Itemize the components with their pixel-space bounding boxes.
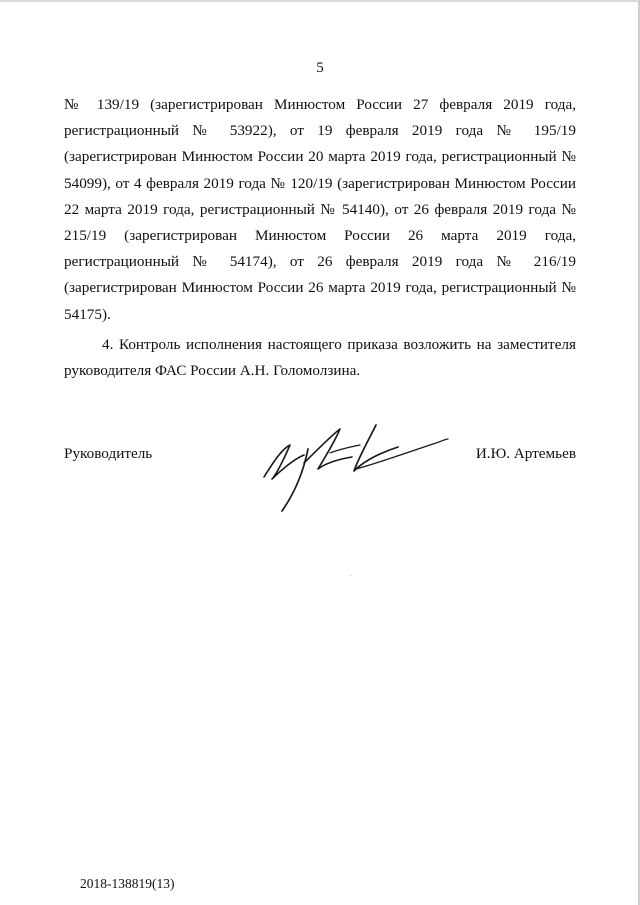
signature-block [64,445,576,515]
paragraph-continuation: № 139/19 (зарегистрирован Минюстом России 27 февраля 2019 года, регистрационный № 53922), от 19 февраля 2019 года № 195/19 (зарегистрирован Минюстом России 20 марта 2019 года, регистрационный № 54099), от 4 февраля 2019 года № 120/19 (зарегистрирован Минюстом России 22 марта 2019 года, регистрационный № 54140), от 26 февраля 2019 года № 215/19 (зарегистрирован Минюстом России 26 марта 2019 года, регистрационный № 54174), от 26 февраля 2019 года № 216/19 (зарегистрирован Минюстом России 26 марта 2019 года, регистрационный № 54175). [64,96,576,323]
scan-top-edge [0,0,640,2]
page-number: 5 [316,60,324,76]
document-body [64,92,576,384]
paragraph-4: 4. Контроль исполнения настоящего приказа возложить на заместителя руководителя ФАС России А.Н. Голомолзина. [64,335,576,380]
signatory-title: Руководитель [64,445,153,462]
document-code: 2018-138819(13) [80,876,175,891]
scan-speck [350,575,351,576]
handwritten-signature-icon [260,419,452,515]
signatory-name: И.Ю. Артемьев [475,445,576,462]
